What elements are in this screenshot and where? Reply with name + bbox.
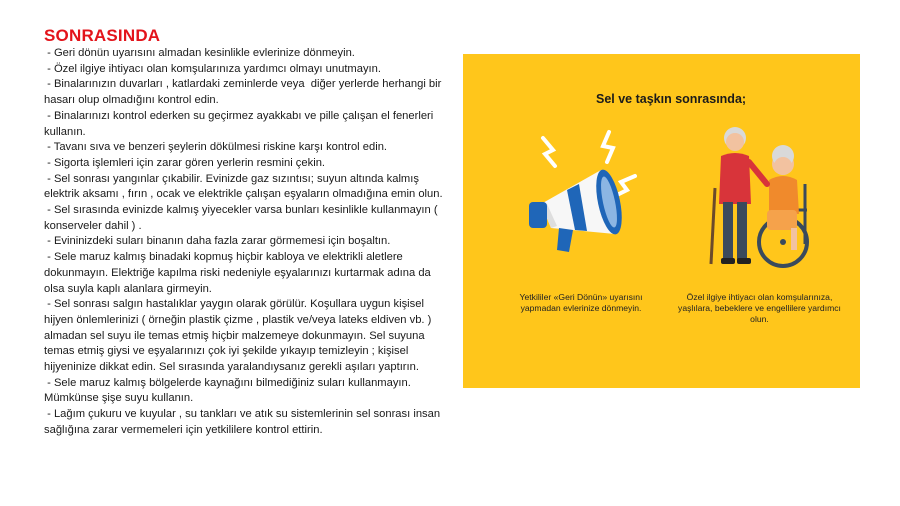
caption-return-warning: Yetkililer «Geri Dönün» uyarısını yapmadan evlerinize dönmeyin.	[519, 292, 643, 313]
instruction-item: - Binalarınızın duvarları , katlardaki zeminlerde veya diğer yerlerde herhangi bir hasarı olup olmadığını kontrol edin.	[44, 78, 445, 107]
infographic-panel	[463, 54, 860, 388]
instruction-item: - Sele maruz kalmış bölgelerde kaynağını bilmediğiniz suları kullanmayın. Mümkünse şişe suyu kullanın.	[44, 376, 414, 405]
instruction-item: - Özel ilgiye ihtiyacı olan komşularınıza yardımcı olmayı unutmayın.	[44, 62, 381, 75]
instruction-item: - Sele maruz kalmış binadaki kopmuş hiçbir kabloya ve elektrikli aletlere dokunmayın. Elektriğe kapılma riski nedeniyle eşyalarınızı kurtarmak adına da olsa suyla kaplı alanlara girmeyin.	[44, 251, 434, 295]
instruction-item: - Binalarınızı kontrol ederken su geçirmez ayakkabı ve pille çalışan el fenerleri kullanın.	[44, 109, 437, 138]
elderly-couple-illustration	[707, 124, 827, 274]
instruction-item: - Lağım çukuru ve kuyular , su tankları ve atık su sistemlerinin sel sonrası insan sağlığına zarar vermemeleri için yetkililere kontrol ettirin.	[44, 408, 444, 436]
instruction-item: - Geri dönün uyarısını almadan kesinlikle evlerinize dönmeyin.	[44, 47, 355, 59]
page-title: SONRASINDA	[44, 26, 161, 45]
instruction-item: - Sel sonrası yangınlar çıkabilir. Evinizde gaz sızıntısı; suyun altında kalmış elektrik aksamı , fırın , ocak ve elektrikle çalışan eşyaların olmadığına emin olun.	[44, 172, 443, 201]
instruction-item: - Sel sırasında evinizde kalmış yiyecekler varsa bunları kesinlikle kullanmayın ( konserveler dahil ) .	[44, 204, 441, 232]
infographic-title: Sel ve taşkın sonrasında;	[596, 92, 747, 106]
instruction-item: - Evininizdeki suları binanın daha fazla zarar görmemesi için boşaltın.	[44, 235, 391, 248]
megaphone-icon	[523, 124, 653, 264]
instruction-item: - Tavanı sıva ve benzeri şeylerin dökülmesi riskine karşı kontrol edin.	[44, 141, 388, 154]
caption-help-neighbors: Özel ilgiye ihtiyacı olan komşularınıza, yaşlılara, bebeklere ve engellilere yardımcı olun.	[678, 292, 841, 324]
instruction-item: - Sigorta işlemleri için zarar gören yerlerin resmini çekin.	[44, 156, 326, 169]
instruction-list	[44, 46, 449, 439]
instruction-item: - Sel sonrası salgın hastalıklar yaygın olarak görülür. Koşullara uygun kişisel hijyen önlemlerinizi ( örneğin plastik çizme , plastik ve/veya lateks eldiven vb. ) almadan sel suyu ile temas etmiş hiçbir malzemeye dokunmayın. Sel suyuna temas etmiş giysi ve eşyalarınızı çok iyi şekilde yıkayıp temizleyin ; kişisel hijyeninize dikkat edin. Sel sırasında yaralandıysanız gerekli aşıları yaptırın.	[44, 298, 435, 374]
